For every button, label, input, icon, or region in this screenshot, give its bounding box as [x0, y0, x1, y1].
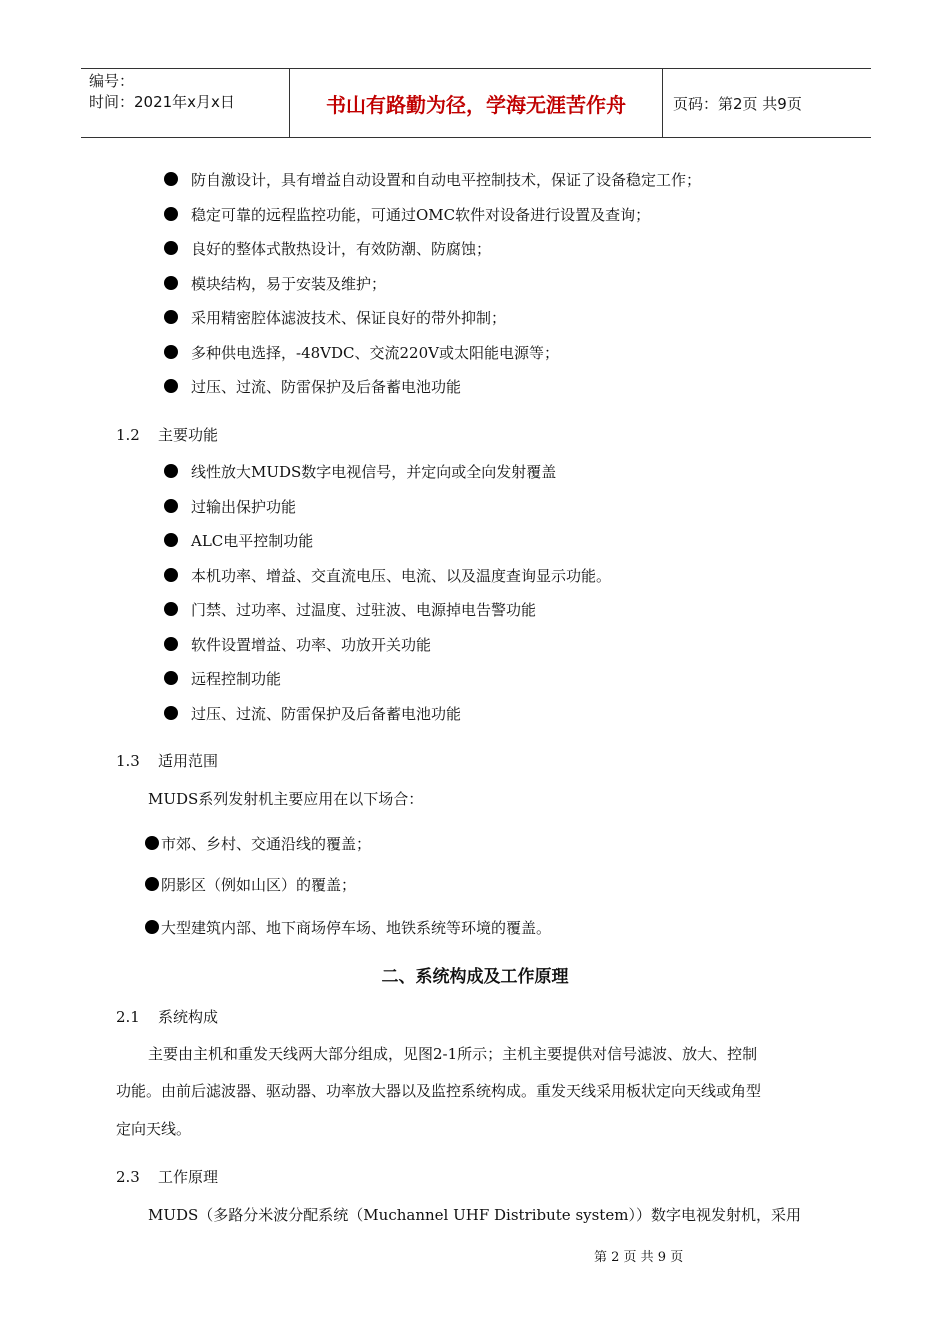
paragraph-line: MUDS（多路分米波分配系统（Muchannel UHF Distribute system））数字电视发射机，采用 [148, 1206, 801, 1224]
chapter-title: 二、系统构成及工作原理 [381, 967, 569, 987]
list-item: 市郊、乡村、交通沿线的覆盖； [145, 834, 371, 854]
bullet-icon [145, 877, 159, 891]
bullet-icon [164, 637, 178, 651]
header-motto: 书山有路勤为径，学海无涯苦作舟 [290, 69, 663, 137]
bullet-icon [164, 568, 178, 582]
paragraph-line: 主要由主机和重发天线两大部分组成，见图2-1所示；主机主要提供对信号滤波、放大、控制 [148, 1045, 758, 1063]
bullet-icon [164, 671, 178, 685]
list-item: 线性放大MUDS数字电视信号，并定向或全向发射覆盖 [164, 462, 556, 482]
bullet-icon [164, 207, 178, 221]
list-item: 过压、过流、防雷保护及后备蓄电池功能 [164, 377, 461, 397]
paragraph-line: 定向天线。 [116, 1120, 192, 1138]
header-page-label: 页码：第2页 共9页 [673, 94, 802, 113]
list-item: 防自激设计，具有增益自动设置和自动电平控制技术，保证了设备稳定工作； [164, 170, 701, 190]
bullet-icon [145, 836, 159, 850]
bullet-icon [164, 241, 178, 255]
bullet-icon [164, 533, 178, 547]
section-heading-2-3: 2.3 工作原理 [116, 1168, 219, 1186]
bullet-icon [164, 345, 178, 359]
list-item: 采用精密腔体滤波技术、保证良好的带外抑制； [164, 308, 506, 328]
bullet-icon [164, 379, 178, 393]
list-item: 大型建筑内部、地下商场停车场、地铁系统等环境的覆盖。 [145, 918, 551, 938]
scope-intro: MUDS系列发射机主要应用在以下场合： [148, 790, 424, 808]
list-item: 过输出保护功能 [164, 497, 296, 517]
list-item: 模块结构，易于安装及维护； [164, 274, 386, 294]
list-item: ALC电平控制功能 [164, 531, 313, 551]
bullet-icon [145, 920, 159, 934]
list-item: 阴影区（例如山区）的覆盖； [145, 875, 356, 895]
list-item: 多种供电选择，-48VDC、交流220V或太阳能电源等； [164, 343, 559, 363]
list-item: 软件设置增益、功率、功放开关功能 [164, 635, 431, 655]
bullet-icon [164, 172, 178, 186]
section-heading-1-3: 1.3 适用范围 [116, 752, 219, 770]
list-item: 过压、过流、防雷保护及后备蓄电池功能 [164, 704, 461, 724]
bullet-icon [164, 499, 178, 513]
time-label: 时间：2021年x月x日 [89, 93, 235, 111]
page-footer: 第 2 页 共 9 页 [594, 1250, 684, 1265]
number-label: 编号： [89, 72, 135, 90]
bullet-icon [164, 602, 178, 616]
section-heading-2-1: 2.1 系统构成 [116, 1008, 219, 1026]
bullet-icon [164, 706, 178, 720]
page-header [81, 68, 871, 138]
list-item: 本机功率、增益、交直流电压、电流、以及温度查询显示功能。 [164, 566, 611, 586]
bullet-icon [164, 276, 178, 290]
list-item: 远程控制功能 [164, 669, 281, 689]
bullet-icon [164, 310, 178, 324]
section-heading-1-2: 1.2 主要功能 [116, 426, 219, 444]
paragraph-line: 功能。由前后滤波器、驱动器、功率放大器以及监控系统构成。重发天线采用板状定向天线或角型 [116, 1082, 762, 1100]
bullet-icon [164, 464, 178, 478]
list-item: 稳定可靠的远程监控功能，可通过OMC软件对设备进行设置及查询； [164, 205, 650, 225]
header-meta [81, 69, 290, 137]
list-item: 门禁、过功率、过温度、过驻波、电源掉电告警功能 [164, 600, 536, 620]
list-item: 良好的整体式散热设计，有效防潮、防腐蚀； [164, 239, 491, 259]
